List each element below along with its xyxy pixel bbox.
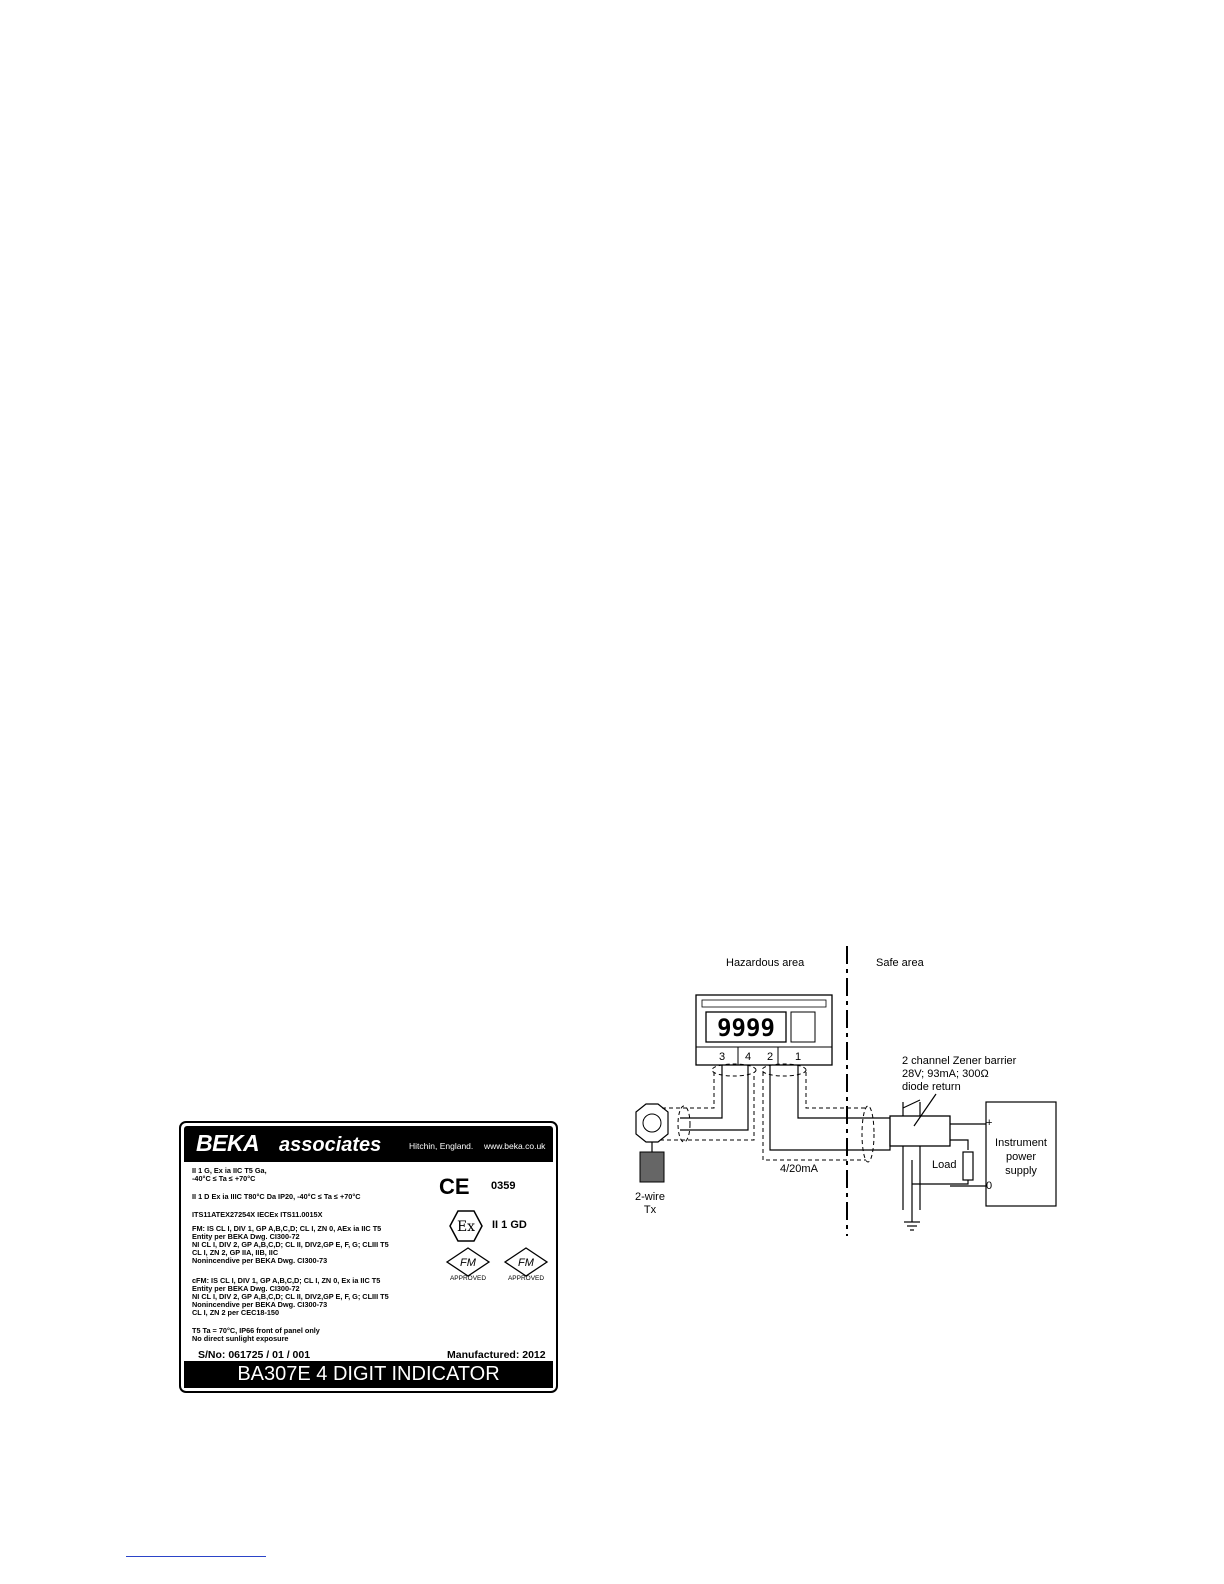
transmitter-type-label: 2-wire <box>635 1191 665 1203</box>
load-label: Load <box>932 1159 957 1171</box>
transmitter <box>635 1104 668 1216</box>
fm-caption: APPROVED <box>507 1275 545 1282</box>
temperature-rating <box>192 1327 320 1343</box>
footnote-separator <box>126 1556 266 1557</box>
cert-line: CL I, ZN 2, GP IIA, IIB, IIC <box>192 1248 279 1257</box>
cert-line: cFM: IS CL I, DIV 1, GP A,B,C,D; CL I, ZN 0, Ex ia IIC T5 <box>192 1276 381 1285</box>
safe-area-label: Safe area <box>876 957 924 969</box>
cert-line: No direct sunlight exposure <box>192 1334 289 1343</box>
barrier-body <box>890 1116 950 1146</box>
ex-hexagon-icon <box>449 1209 483 1243</box>
terminal-2: 2 <box>766 1051 774 1063</box>
notified-body-number: 0359 <box>491 1180 516 1192</box>
brand-logo: BEKA <box>196 1130 260 1156</box>
positive-terminal: + <box>986 1117 993 1129</box>
label-header <box>184 1126 553 1162</box>
fm-text: FM <box>518 1257 534 1269</box>
cert-line: ITS11ATEX27254X IECEx ITS11.0015X <box>192 1210 323 1219</box>
terminal-1: 1 <box>794 1051 802 1063</box>
power-supply-line3: supply <box>1005 1165 1037 1177</box>
terminal-4: 4 <box>744 1051 752 1063</box>
fm-caption: APPROVED <box>449 1275 487 1282</box>
wiring-diagram <box>620 940 1070 1240</box>
terminal-3: 3 <box>718 1051 726 1063</box>
fm-certification <box>192 1225 389 1265</box>
power-supply-line2: power <box>1006 1151 1036 1163</box>
cert-line: NI CL I, DIV 2, GP A,B,C,D; CL II, DIV2,GP E, F, G; CLIII T5 <box>192 1240 389 1249</box>
cert-line: Entity per BEKA Dwg. CI300-72 <box>192 1232 300 1241</box>
load-resistor <box>963 1152 973 1180</box>
display-value: 9999 <box>717 1014 775 1042</box>
cert-line: Nonincendive per BEKA Dwg. CI300-73 <box>192 1300 328 1309</box>
zero-terminal: 0 <box>986 1180 993 1192</box>
certificate-numbers <box>192 1211 322 1219</box>
cert-line: CL I, ZN 2 per CEC18-150 <box>192 1308 280 1317</box>
brand-suffix: associates <box>279 1134 382 1156</box>
manufacture-year: Manufactured: 2012 <box>447 1349 546 1361</box>
barrier-title: 2 channel Zener barrier <box>902 1055 1017 1067</box>
equipment-category: II 1 GD <box>492 1219 527 1231</box>
signal-label: 4/20mA <box>780 1163 818 1175</box>
ex-symbol: Ex <box>456 1219 476 1235</box>
earth-icon <box>904 1215 920 1230</box>
manufacturer-location: Hitchin, England. <box>409 1141 474 1151</box>
transmitter-label: Tx <box>643 1204 657 1216</box>
zener-barrier <box>890 1055 1017 1210</box>
certification-label <box>179 1121 558 1393</box>
ce-mark-icon: CE <box>439 1174 470 1199</box>
cert-line: T5 Ta = 70°C, IP66 front of panel only <box>192 1326 320 1335</box>
cable-screens <box>660 1064 874 1162</box>
barrier-rating: 28V; 93mA; 300Ω <box>902 1068 989 1080</box>
instrument-power-supply <box>986 1102 1056 1206</box>
serial-number: S/No: 061725 / 01 / 001 <box>198 1349 311 1361</box>
power-supply-line1: Instrument <box>995 1137 1047 1149</box>
hazardous-area-label: Hazardous area <box>726 957 805 969</box>
cert-line: II 1 D Ex ia IIIC T80°C Da IP20, -40°C ≤ Ta ≤ +70°C <box>192 1192 361 1201</box>
cfm-certification <box>192 1277 389 1317</box>
atex-gas-certification <box>192 1167 267 1183</box>
manufacturer-website: www.beka.co.uk <box>484 1141 546 1151</box>
atex-dust-certification <box>192 1193 361 1201</box>
cert-line: Nonincendive per BEKA Dwg. CI300-73 <box>192 1256 328 1265</box>
cert-line: FM: IS CL I, DIV 1, GP A,B,C,D; CL I, ZN 0, AEx ia IIC T5 <box>192 1224 382 1233</box>
cert-line: II 1 G, Ex ia IIC T5 Ga, <box>192 1166 267 1175</box>
label-footer <box>184 1361 553 1388</box>
product-name: BA307E 4 DIGIT INDICATOR <box>237 1363 500 1385</box>
fm-text: FM <box>460 1257 476 1269</box>
indicator-unit <box>696 995 832 1065</box>
cert-line: -40°C ≤ Ta ≤ +70°C <box>192 1174 256 1183</box>
transmitter-body <box>640 1152 664 1182</box>
barrier-return: diode return <box>902 1081 961 1093</box>
transmitter-head-icon <box>636 1104 668 1142</box>
cert-line: Entity per BEKA Dwg. CI300-72 <box>192 1284 300 1293</box>
cert-line: NI CL I, DIV 2, GP A,B,C,D; CL II, DIV2,GP E, F, G; CLIII T5 <box>192 1292 389 1301</box>
